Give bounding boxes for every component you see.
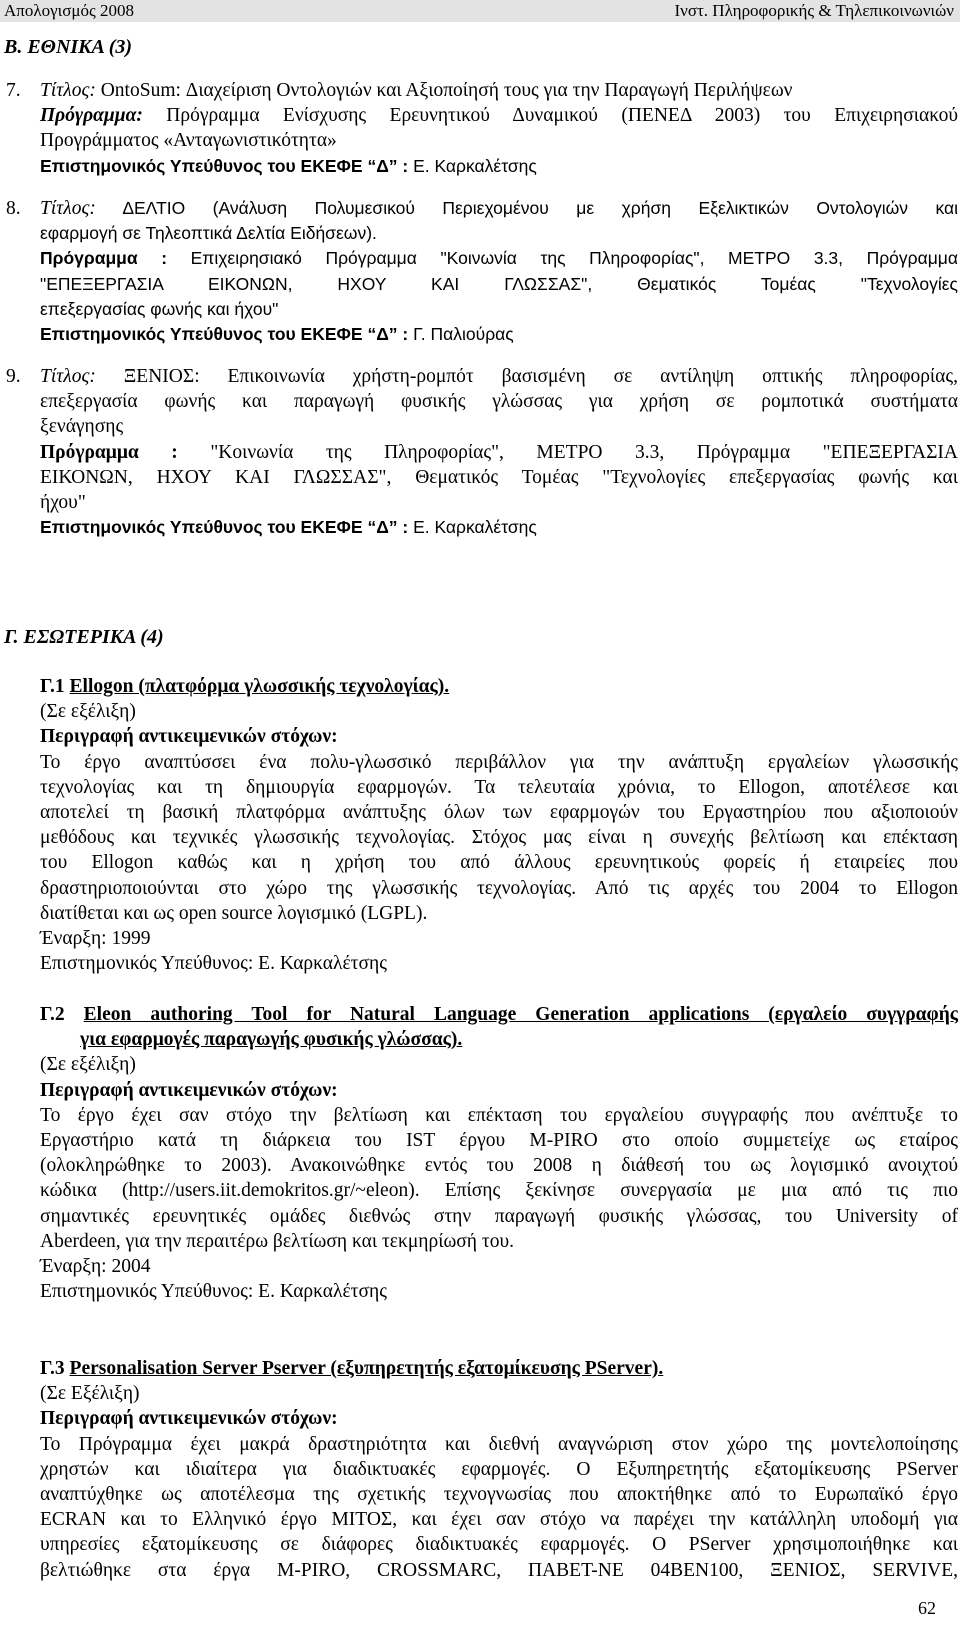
header-left-text: Απολογισμός 2008 (4, 1, 134, 20)
objectives-label: Περιγραφή αντικειμενικών στόχων: (40, 1079, 338, 1101)
title-label: Τίτλος: (40, 198, 96, 219)
responsible-label: Επιστημονικός Υπεύθυνος του ΕΚΕΦΕ “Δ” : (40, 324, 409, 345)
header-right-text: Ινστ. Πληροφορικής & Τηλεπικοινωνιών (674, 1, 954, 20)
program-text: "Κοινωνία της Πληροφορίας", ΜΕΤΡΟ 3.3, Πρόγραμμα "ΕΠΕΞΕΡΓΑΣΙΑ (177, 441, 959, 463)
project-status: (Σε εξέλιξη) (40, 701, 136, 723)
project-status: (Σε εξέλιξη) (40, 1054, 136, 1076)
project-item-9 (6, 364, 959, 540)
project-status: (Σε Εξέλιξη) (40, 1383, 140, 1405)
objectives-label: Περιγραφή αντικειμενικών στόχων: (40, 1408, 338, 1430)
desc-line: ECRAN και το Ελληνικό έργο ΜΙΤΟΣ, και έχει σαν στόχο να παρέχει την κατάλληλη υποδομή για (40, 1509, 958, 1531)
program-text-cont: Προγράμματος «Ανταγωνιστικότητα» (40, 130, 337, 152)
item-number: 9. (6, 366, 21, 387)
title-label: Τίτλος: (40, 366, 96, 387)
desc-line: Το έργο αναπτύσσει ένα πολυ-γλωσσικό περιβάλλον για την ανάπτυξη εργαλείων γλωσσικής (40, 751, 958, 773)
internal-project-1 (40, 674, 958, 976)
program-label: Πρόγραμμα : (40, 441, 178, 463)
desc-line: κώδικα (http://users.iit.demokritos.gr/~eleon). Επίσης ξεκίνησε συνεργασία με μια από τις πιο (40, 1180, 958, 1202)
title-text-cont: εφαρμογή σε Τηλεοπτικά Δελτία Ειδήσεων). (40, 223, 377, 244)
title-text-cont2: ξενάγησης (40, 416, 124, 438)
desc-line: Το Πρόγραμμα έχει μακρά δραστηριότητα και διεθνή αναγνώριση στον χώρο της μοντελοποίησης (40, 1433, 958, 1455)
page-header (0, 0, 960, 22)
page-number: 62 (918, 1598, 936, 1618)
program-text-cont: ΕΙΚΟΝΩΝ, ΗΧΟΥ ΚΑΙ ΓΛΩΣΣΑΣ", Θεματικός Τομέας "Τεχνολογίες επεξεργασίας φωνής και (40, 466, 958, 488)
responsible-label: Επιστημονικός Υπεύθυνος του ΕΚΕΦΕ “Δ” : (40, 155, 409, 176)
title-label: Τίτλος: (40, 80, 96, 101)
desc-line: δραστηριοποιούνται στο χώρο της γλωσσικής τεχνολογίας. Από τις αρχές του 2004 το Ellogon (40, 877, 958, 899)
responsible: Επιστημονικός Υπεύθυνος: Ε. Καρκαλέτσης (40, 953, 387, 975)
program-label: Πρόγραμμα: (40, 105, 143, 127)
item-number: 7. (6, 80, 21, 101)
program-label: Πρόγραμμα : (40, 248, 168, 269)
desc-line: (ολοκληρώθηκε το 2003). Ανακοινώθηκε εντός του 2008 η διάθεσή του ως λογισμικό ανοιχτού (40, 1155, 958, 1177)
project-item-7 (6, 78, 958, 179)
start-year: Έναρξη: 2004 (40, 1256, 151, 1278)
responsible: Επιστημονικός Υπεύθυνος: Ε. Καρκαλέτσης (40, 1281, 387, 1303)
desc-line: του Ellogon καθώς και η χρήση του από άλλους ερευνητικούς φορείς ή εταιρείες που (40, 852, 958, 874)
program-text: Πρόγραμμα Ενίσχυσης Ερευνητικού Δυναμικού (ΠΕΝΕΔ 2003) του Επιχειρησιακού (142, 105, 958, 127)
internal-project-3 (40, 1356, 958, 1583)
project-id: Γ.3 (40, 1358, 65, 1379)
internal-project-2 (40, 1002, 958, 1304)
desc-line: Εργαστήριο κατά τη διάρκεια του IST έργου M-PIRO στο οποίο συμμετείχε ως εταίρος (40, 1130, 958, 1152)
desc-line: σημαντικές ερευνητικές ομάδες διεθνώς στην παραγωγή φυσικής γλώσσας, του University of (40, 1205, 958, 1227)
responsible-label: Επιστημονικός Υπεύθυνος του ΕΚΕΦΕ “Δ” : (40, 517, 409, 538)
responsible-name: Γ. Παλιούρας (408, 324, 514, 345)
program-text-cont: "ΕΠΕΞΕΡΓΑΣΙΑ ΕΙΚΟΝΩΝ, ΗΧΟΥ ΚΑΙ ΓΛΩΣΣΑΣ", Θεματικός Τομέας "Τεχνολογίες (40, 273, 958, 294)
program-text: Επιχειρησιακό Πρόγραμμα "Κοινωνία της Πληροφορίας", ΜΕΤΡΟ 3.3, Πρόγραμμα (167, 248, 958, 269)
project-id: Γ.1 (40, 676, 65, 697)
desc-line: υπηρεσίες εξατομίκευσης σε διάφορες διαδικτυακές εφαρμογές. Ο PServer χρησιμοποιήθηκε και (40, 1534, 958, 1556)
project-id: Γ.2 (40, 1004, 65, 1025)
title-text-cont: επεξεργασία φωνής και παραγωγή φυσικής γλώσσας για χρήση σε ρομποτικά συστήματα (40, 391, 958, 413)
project-item-8 (6, 196, 958, 347)
desc-line: βελτιώθηκε στα έργα M-PIRO, CROSSMARC, ΠΑΒΕΤ-ΝΕ 04ΒΕΝ100, ΞΕΝΙΟΣ, SERVIVE, (40, 1559, 958, 1581)
desc-line: Το έργο έχει σαν στόχο την βελτίωση και επέκταση του εργαλείου συγγραφής που ανέπτυξε το (40, 1104, 958, 1126)
program-text-cont2: ήχου" (40, 492, 86, 514)
desc-line: τεχνολογίας και τη δημιουργία εφαρμογών. Τα τελευταία χρόνια, το Ellogon, αποτέλεσε και (40, 776, 958, 798)
title-text: ΔΕΛΤΙΟ (Ανάλυση Πολυμεσικού Περιεχομένου με χρήση Εξελικτικών Οντολογιών και (95, 198, 958, 218)
program-text-cont2: επεξεργασίας φωνής και ήχου" (40, 298, 279, 319)
desc-line-last: διατίθεται και ως open source λογισμικό (LGPL). (40, 902, 428, 924)
start-year: Έναρξη: 1999 (40, 928, 151, 950)
project-name: Eleon authoring Tool for Natural Language Generation applications (εργαλείο συγγραφής (83, 1004, 958, 1025)
section-title-national: Β. ΕΘΝΙΚΑ (3) (4, 36, 133, 58)
title-text: ΞΕΝΙΟΣ: Επικοινωνία χρήστη-ρομπότ βασισμένη σε αντίληψη οπτικής πληροφορίας, (95, 366, 958, 387)
objectives-label: Περιγραφή αντικειμενικών στόχων: (40, 726, 338, 748)
project-name: Ellogon (πλατφόρμα γλωσσικής τεχνολογίας). (69, 676, 450, 697)
desc-line: χρηστών και ιδιαίτερα για διαδικτυακές εφαρμογές. Ο Εξυπηρετητής εξατομίκευσης PServer (40, 1458, 958, 1480)
project-name: Personalisation Server Pserver (εξυπηρετητής εξατομίκευσης PServer). (69, 1358, 664, 1379)
section-title-internal: Γ. ΕΣΩΤΕΡΙΚΑ (4) (4, 626, 164, 648)
desc-line: αποτελεί τη βασική πλατφόρμα ανάπτυξης όλων των εφαρμογών του Εργαστηρίου που αξιοποιούν (40, 802, 958, 824)
item-number: 8. (6, 198, 21, 219)
responsible-name: Ε. Καρκαλέτσης (408, 517, 537, 538)
title-text: OntoSum: Διαχείριση Οντολογιών και Αξιοποίησή τους για την Παραγωγή Περιλήψεων (95, 80, 793, 101)
desc-line-last: Aberdeen, για την περαιτέρω βελτίωση και τεκμηρίωσή του. (40, 1230, 514, 1252)
project-name-cont: για εφαρμογές παραγωγής φυσικής γλώσσας). (80, 1029, 463, 1051)
responsible-name: Ε. Καρκαλέτσης (408, 155, 537, 176)
desc-line: αναπτύχθηκε ως αποτέλεσμα της σχετικής τεχνογνωσίας που αποκτήθηκε από το Ευρωπαϊκό έργο (40, 1484, 958, 1506)
desc-line: μεθόδους και τεχνικές γλωσσικής τεχνολογίας. Στόχος μας είναι η συνεχής βελτίωση και επέκταση (40, 827, 958, 849)
